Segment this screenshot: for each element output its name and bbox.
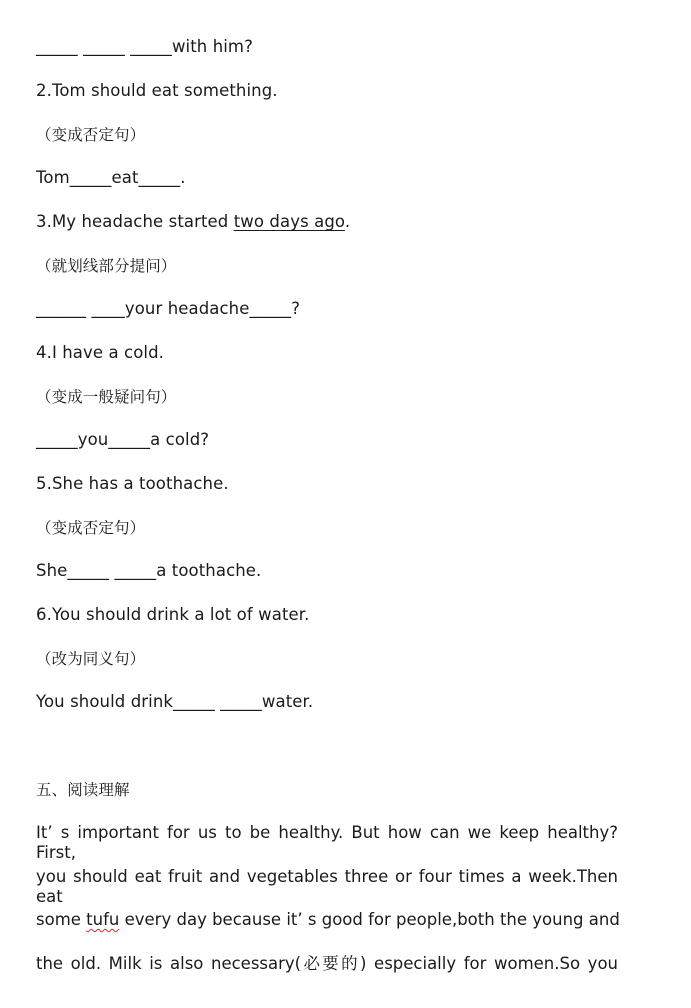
q3-sentence-pre: 3.My headache started	[36, 212, 234, 231]
spellcheck-flagged-word: tufu	[86, 910, 120, 929]
q6-answer-line: You should drink_____ _____water.	[36, 692, 314, 711]
q4-answer-line: _____you_____a cold?	[36, 430, 210, 449]
section-heading: 五、阅读理解	[36, 781, 130, 799]
q4-sentence: 4.I have a cold.	[36, 343, 165, 362]
reading-line-3-pre: some	[36, 910, 87, 929]
reading-line-1: It’ s important for us to be healthy. But how can we keep healthy? First,	[36, 823, 618, 862]
q2-answer-line: Tom_____eat_____.	[36, 168, 186, 187]
q3-underlined-phrase: two days ago	[233, 212, 345, 231]
reading-line-3-post: every day because it’ s good for people,both the young and	[119, 910, 620, 929]
q3-sentence-post: .	[344, 212, 351, 231]
q5-answer-line: She_____ _____a toothache.	[36, 561, 262, 580]
reading-line-3	[36, 910, 618, 930]
q3-sentence	[36, 212, 350, 232]
q3-answer-line: ______ ____your headache_____?	[36, 299, 301, 318]
q2-instruction: （变成否定句）	[36, 126, 146, 144]
q6-instruction: （改为同义句）	[36, 650, 146, 668]
q3-instruction: （就划线部分提问）	[36, 257, 177, 275]
q2-sentence: 2.Tom should eat something.	[36, 81, 278, 100]
reading-line-3-text	[36, 910, 620, 930]
q1-answer-line: _____ _____ _____with him?	[36, 37, 253, 56]
reading-line-4: the old. Milk is also necessary(必要的) especially for women.So you	[36, 954, 618, 973]
q5-instruction: （变成否定句）	[36, 519, 146, 537]
reading-line-2: you should eat fruit and vegetables three or four times a week.Then eat	[36, 867, 618, 906]
q4-instruction: （变成一般疑问句）	[36, 388, 177, 406]
q5-sentence: 5.She has a toothache.	[36, 474, 229, 493]
q6-sentence: 6.You should drink a lot of water.	[36, 605, 310, 624]
